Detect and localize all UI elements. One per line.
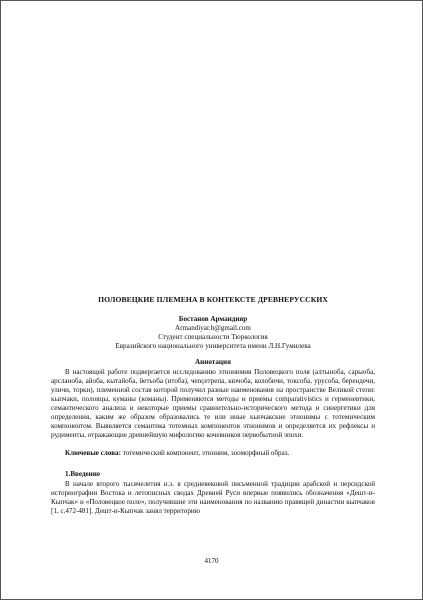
abstract-text: В настоящей работе подвергается исследованию этнонимия Половецкого поля (алтыноба, сарыоба, арсланоба, айоба, кытайоба, йетьоба (итоба), чençетрепа, кючоба, колобичи, токсоба, урусоба, берендечи, уличи, торки), племенной состав которой получил разные наименования на пространстве Великой степи: кыпчаки, половцы, куманы (команы). Применяются методы и приемы comparativistics и герменевтики, семантического анализа и некоторые приемы сравнительно-исторического метода и синергетики для определения, каким же образом образовались те или иные кыпчакские этнонимы с тотемическим компонентом. Выявляется семантика тотемных компонентов этнонимов и определяется их рефлексы и рудименты, отражающие древнейшую мифологию кочевников первобытной эпохи.	[51, 367, 375, 440]
keywords-label: Ключевые слова:	[65, 449, 121, 458]
author-position: Студент специальности Тюркология	[158, 333, 268, 342]
introduction-heading: 1.Введение	[65, 470, 100, 479]
keywords-text: тотемический компонент, этноним, зооморфный образ.	[120, 449, 290, 458]
author-email: Armandiyar.b@gmail.com	[175, 324, 251, 333]
article-title: ПОЛОВЕЦКИЕ ПЛЕМЕНА В КОНТЕКСТЕ ДРЕВНЕРУССКИХ	[98, 295, 328, 304]
author-name: Бостанов Армандияр	[178, 315, 248, 324]
abstract-heading: Аннотация	[195, 358, 231, 367]
keywords-line	[51, 449, 375, 458]
author-affiliation: Евразийского национального университета имени Л.Н.Гумилева	[115, 342, 311, 351]
introduction-text: В начале второго тысячелетия н.э. в средневековой письменной традиции арабской и персидской историографии Востока и летописных сводах Древней Руси впервые появились обозначения «Дешт-и-Кыпчак» и «Половецкое поле», получившие эти наименования по названию правящей династии кыпчаков [1, с.472-481]. Дешт-и-Кыпчак занял территорию	[51, 479, 375, 515]
page-number: 4170	[204, 557, 219, 565]
article-body	[51, 295, 375, 516]
